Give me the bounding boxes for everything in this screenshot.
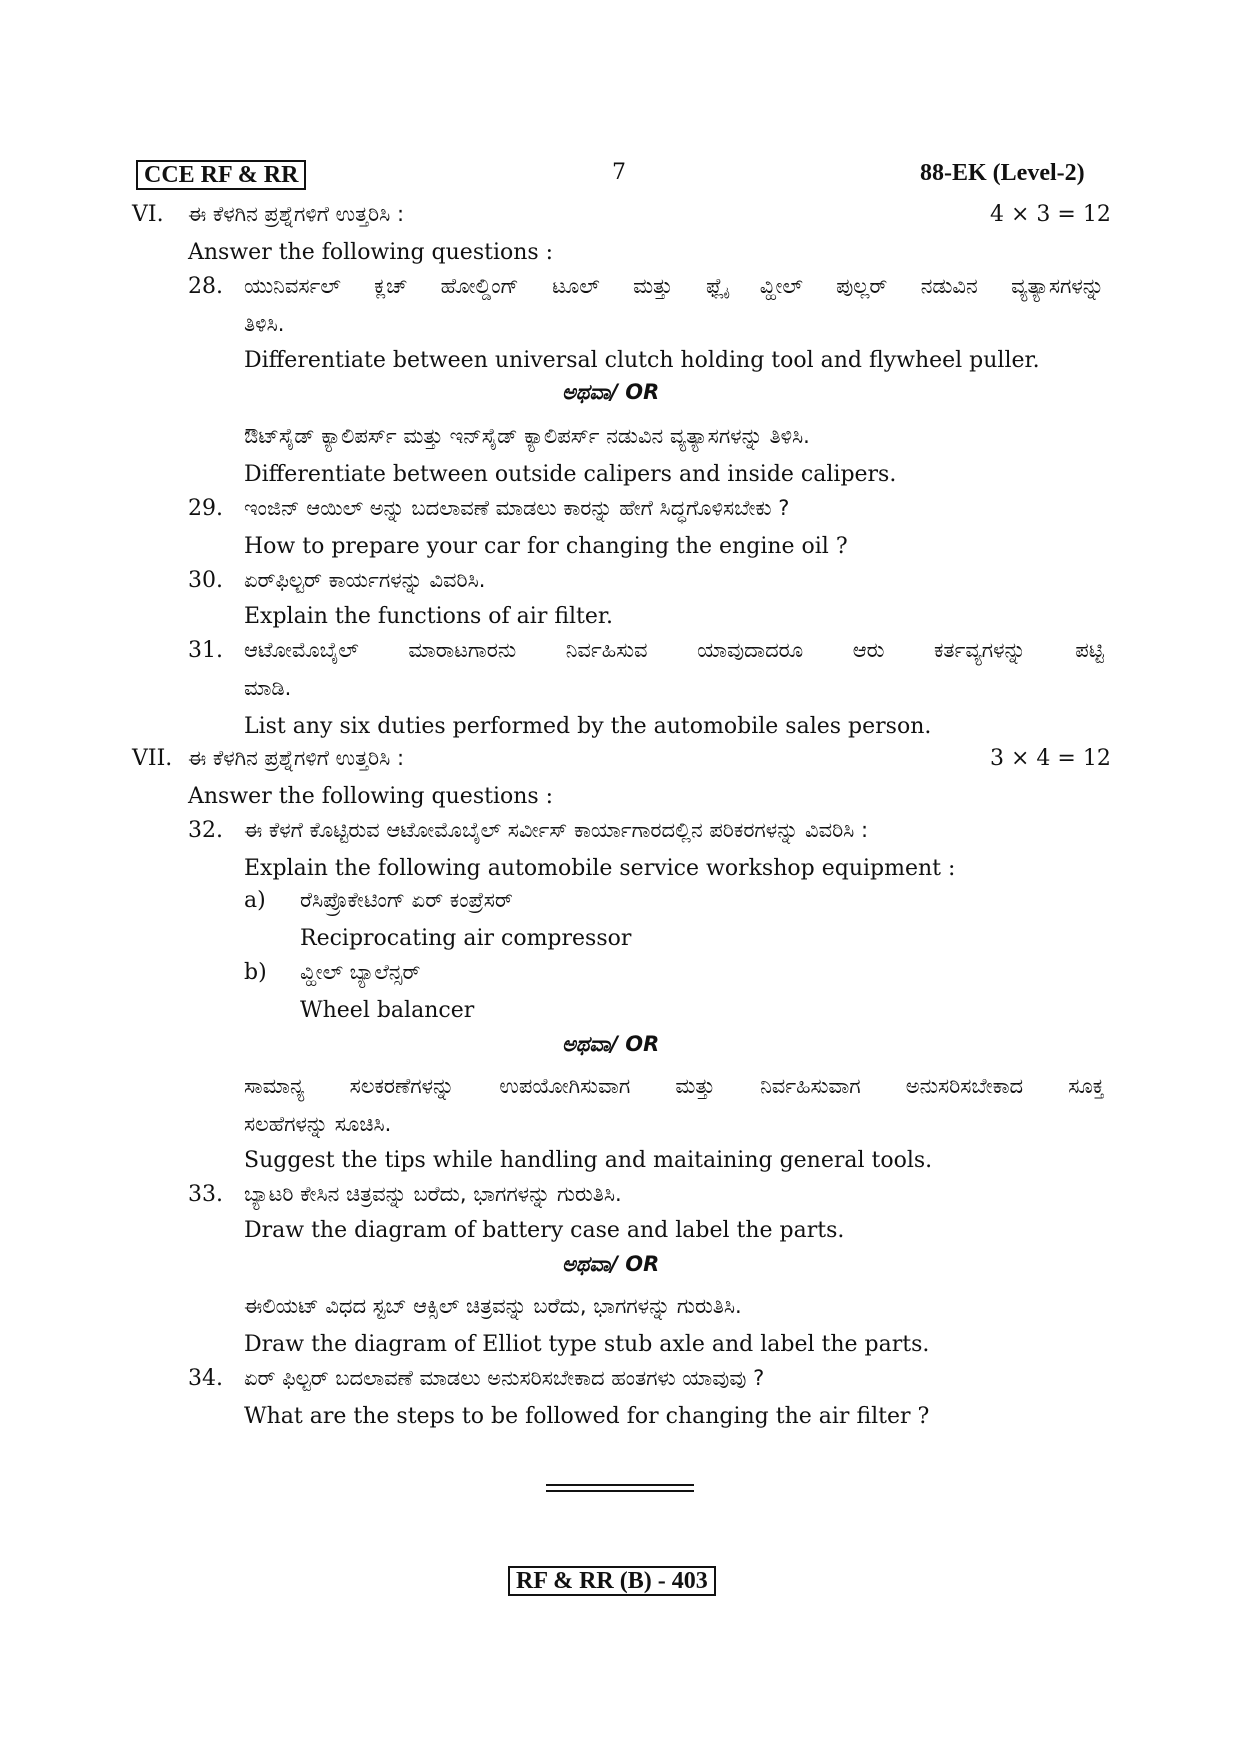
section-vii-instruction-en: Answer the following questions : — [188, 784, 554, 809]
section-vi-marks: 4 × 3 = 12 — [990, 202, 1111, 227]
section-vi-instruction-kn: ಈ ಕೆಳಗಿನ ಪ್ರಶ್ನೆಗಳಿಗೆ ಉತ್ತರಿಸಿ : — [188, 202, 405, 226]
q33-kn: ಬ್ಯಾಟರಿ ಕೇಸಿನ ಚಿತ್ರವನ್ನು ಬರೆದು, ಭಾಗಗಳನ್ನು ಗುರುತಿಸಿ. — [244, 1182, 622, 1206]
q33-alt-kn: ಈಲಿಯಟ್ ವಿಧದ ಸ್ಟಬ್ ಆಕ್ಸಿಲ್ ಚಿತ್ರವನ್ನು ಬರೆದು, ಭಾಗಗಳನ್ನು ಗುರುತಿಸಿ. — [244, 1294, 742, 1318]
q28-en: Differentiate between universal clutch holding tool and flywheel puller. — [244, 348, 1040, 373]
section-vii-marks: 3 × 4 = 12 — [990, 746, 1111, 771]
page-number: 7 — [612, 160, 626, 185]
q34-kn: ಏರ್ ಫಿಲ್ಟರ್ ಬದಲಾವಣೆ ಮಾಡಲು ಅನುಸರಿಸಬೇಕಾದ ಹಂತಗಳು ಯಾವುವು ? — [244, 1366, 765, 1390]
q31-kn-line1: ಆಟೋಮೊಬೈಲ್ ಮಾರಾಟಗಾರನು ನಿರ್ವಹಿಸುವ ಯಾವುದಾದರೂ ಆರು ಕರ್ತವ್ಯಗಳನ್ನು ಪಟ್ಟಿ — [244, 638, 1104, 662]
q30-number: 30. — [188, 568, 223, 593]
section-vi-instruction-en: Answer the following questions : — [188, 240, 554, 265]
q30-en: Explain the functions of air filter. — [244, 604, 614, 629]
q28-or-label: ಅಥವಾ/ OR — [562, 380, 660, 404]
section-vi-numeral: VI. — [132, 202, 164, 227]
q32-alt-en: Suggest the tips while handling and maitaining general tools. — [244, 1148, 933, 1173]
q32-a-en: Reciprocating air compressor — [300, 926, 632, 951]
q31-kn-line2: ಮಾಡಿ. — [244, 676, 292, 700]
paper-code: 88-EK (Level-2) — [920, 160, 1085, 186]
q34-en: What are the steps to be followed for changing the air filter ? — [244, 1404, 930, 1429]
q32-a-kn: ರೆಸಿಪ್ರೊಕೇಟಿಂಗ್ ಏರ್ ಕಂಪ್ರೆಸರ್ — [300, 888, 513, 912]
q31-en: List any six duties performed by the automobile sales person. — [244, 714, 932, 739]
q32-b-kn: ವ್ಹೀಲ್ ಬ್ಯಾಲೆನ್ಸರ್ — [300, 960, 421, 984]
q30-kn: ಏರ್‌ಫಿಲ್ಟರ್ ಕಾರ್ಯಗಳನ್ನು ವಿವರಿಸಿ. — [244, 568, 486, 592]
footer-code-box: RF & RR (B) - 403 — [508, 1566, 716, 1596]
q28-number: 28. — [188, 274, 223, 299]
q33-en: Draw the diagram of battery case and label the parts. — [244, 1218, 845, 1243]
q31-number: 31. — [188, 638, 223, 663]
q29-number: 29. — [188, 496, 223, 521]
section-vii-instruction-kn: ಈ ಕೆಳಗಿನ ಪ್ರಶ್ನೆಗಳಿಗೆ ಉತ್ತರಿಸಿ : — [188, 746, 405, 770]
q28-alt-kn: ಔಟ್‌ಸೈಡ್ ಕ್ಯಾಲಿಪರ್ಸ್ ಮತ್ತು ಇನ್‌ಸೈಡ್ ಕ್ಯಾಲಿಪರ್ಸ್ ನಡುವಿನ ವ್ಯತ್ಯಾಸಗಳನ್ನು ತಿಳಿಸಿ. — [244, 424, 810, 448]
q32-number: 32. — [188, 818, 223, 843]
q32-b-label: b) — [244, 960, 267, 985]
q32-alt-kn-line2: ಸಲಹೆಗಳನ್ನು ಸೂಚಿಸಿ. — [244, 1112, 392, 1136]
q32-kn: ಈ ಕೆಳಗೆ ಕೊಟ್ಟಿರುವ ಆಟೋಮೊಬೈಲ್ ಸರ್ವೀಸ್ ಕಾರ್ಯಾಗಾರದಲ್ಲಿನ ಪರಿಕರಗಳನ್ನು ವಿವರಿಸಿ : — [244, 818, 869, 842]
q29-en: How to prepare your car for changing the engine oil ? — [244, 534, 848, 559]
q33-alt-en: Draw the diagram of Elliot type stub axle and label the parts. — [244, 1332, 930, 1357]
header-code-box: CCE RF & RR — [136, 160, 306, 190]
q33-or-label: ಅಥವಾ/ OR — [562, 1252, 660, 1276]
q32-en: Explain the following automobile service workshop equipment : — [244, 856, 956, 881]
q33-number: 33. — [188, 1182, 223, 1207]
end-rule-top — [546, 1484, 694, 1486]
q32-or-label: ಅಥವಾ/ OR — [562, 1032, 660, 1056]
q32-a-label: a) — [244, 888, 266, 913]
q32-b-en: Wheel balancer — [300, 998, 475, 1023]
q32-alt-kn-line1: ಸಾಮಾನ್ಯ ಸಲಕರಣೆಗಳನ್ನು ಉಪಯೋಗಿಸುವಾಗ ಮತ್ತು ನಿರ್ವಹಿಸುವಾಗ ಅನುಸರಿಸಬೇಕಾದ ಸೂಕ್ತ — [244, 1074, 1104, 1098]
q29-kn: ಇಂಜಿನ್ ಆಯಿಲ್ ಅನ್ನು ಬದಲಾವಣೆ ಮಾಡಲು ಕಾರನ್ನು ಹೇಗೆ ಸಿದ್ಧಗೊಳಿಸಬೇಕು ? — [244, 496, 790, 520]
q28-alt-en: Differentiate between outside calipers and inside calipers. — [244, 462, 897, 487]
end-rule-bottom — [546, 1490, 694, 1492]
q28-kn-line2: ತಿಳಿಸಿ. — [244, 312, 285, 336]
q34-number: 34. — [188, 1366, 223, 1391]
q28-kn-line1: ಯುನಿವರ್ಸಲ್ ಕ್ಲಚ್ ಹೋಲ್ಡಿಂಗ್ ಟೂಲ್ ಮತ್ತು ಫ್ಲೈ ವ್ಹೀಲ್ ಪುಲ್ಲರ್ ನಡುವಿನ ವ್ಯತ್ಯಾಸಗಳನ್ನು — [244, 274, 1104, 298]
section-vii-numeral: VII. — [132, 746, 173, 771]
